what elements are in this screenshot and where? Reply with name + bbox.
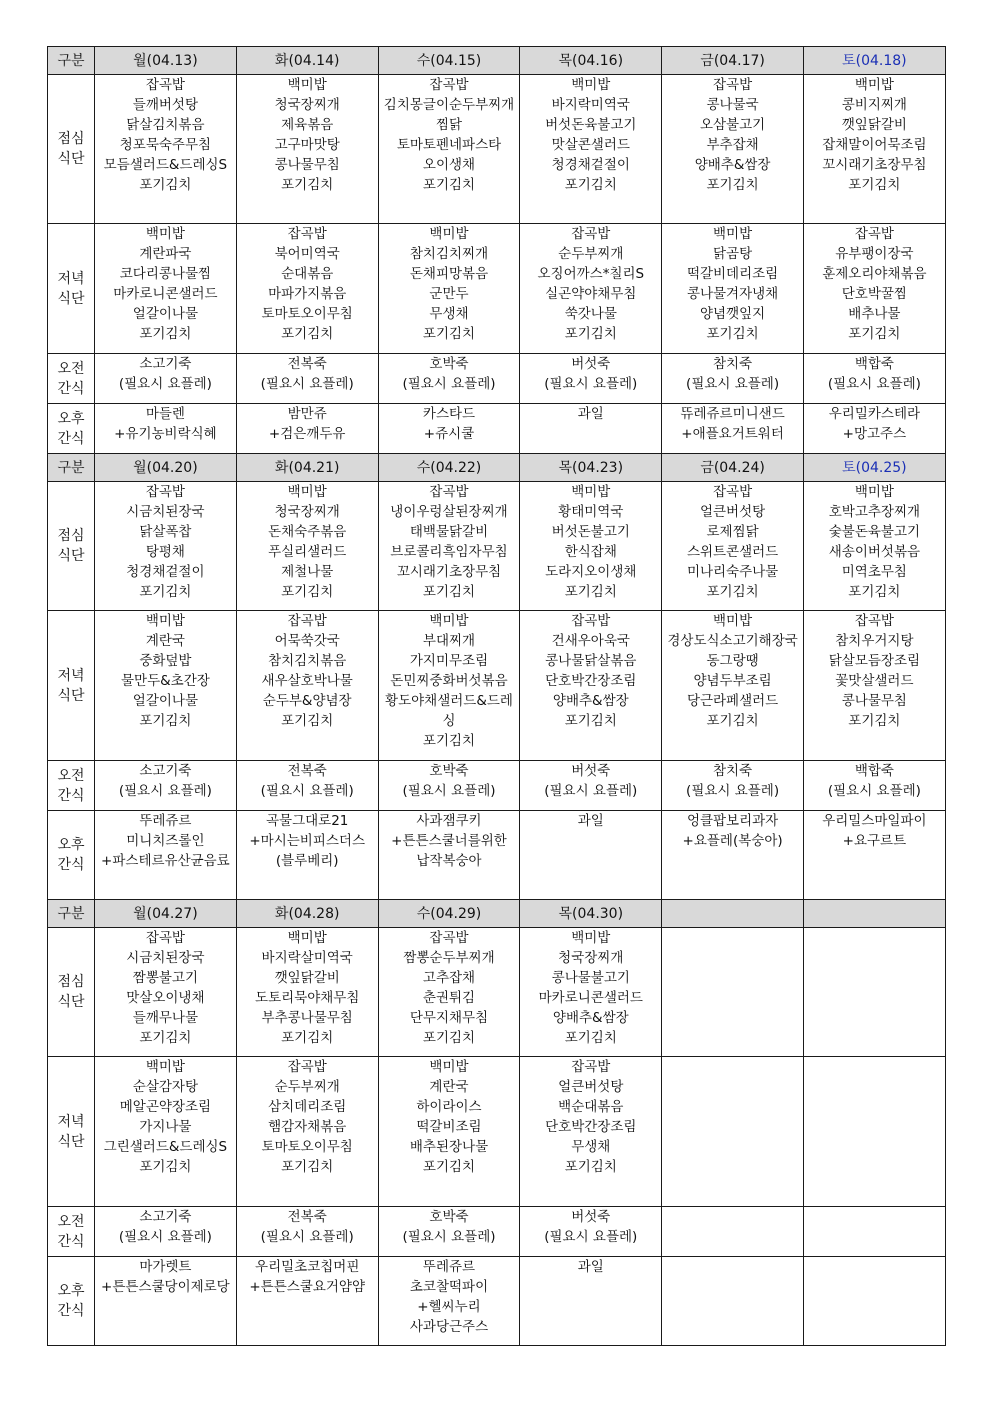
day-header: 목(04.30) [520, 900, 662, 928]
menu-cell: 잡곡밥 얼큰버섯탕 로제찜닭 스위트콘샐러드 미나리숙주나물 포기김치 [662, 482, 804, 611]
menu-cell: 백미밥 닭곰탕 떡갈비데리조림 콩나물겨자냉채 양념깻잎지 포기김치 [662, 224, 804, 354]
menu-cell: 뚜레쥬르 미니치즈롤인 +파스테르유산균음료 [95, 811, 237, 900]
menu-cell: 백미밥 바지락미역국 버섯돈육불고기 맛살콘샐러드 청경채겉절이 포기김치 [520, 75, 662, 224]
menu-cell: 우리밀스마일파이 +요구르트 [803, 811, 945, 900]
header-label: 구분 [48, 900, 95, 928]
row-label: 점심 식단 [48, 928, 95, 1057]
menu-cell: 잡곡밥 얼큰버섯탕 백순대볶음 단호박간장조림 무생채 포기김치 [520, 1057, 662, 1207]
menu-cell: 잡곡밥 들깨버섯탕 닭살김치볶음 청포묵숙주무침 모듬샐러드&드레싱S 포기김치 [95, 75, 237, 224]
dinner-row [48, 1057, 946, 1207]
menu-cell: 참치죽 (필요시 요플레) [662, 761, 804, 811]
day-header: 수(04.22) [378, 454, 520, 482]
menu-cell: 카스타드 +쥬시쿨 [378, 404, 520, 454]
lunch-row [48, 928, 946, 1057]
menu-cell: 호박죽 (필요시 요플레) [378, 354, 520, 404]
afternoon-snack-row [48, 1257, 946, 1346]
menu-cell [803, 1257, 945, 1346]
day-header: 수(04.15) [378, 47, 520, 75]
menu-cell: 잡곡밥 건새우아욱국 콩나물닭살볶음 단호박간장조림 양배추&쌈장 포기김치 [520, 611, 662, 761]
menu-cell: 백미밥 참치김치찌개 돈채피망볶음 군만두 무생채 포기김치 [378, 224, 520, 354]
day-header [662, 900, 804, 928]
menu-cell: 잡곡밥 김치몽글이순두부찌개 찜닭 토마토펜네파스타 오이생채 포기김치 [378, 75, 520, 224]
day-header: 화(04.14) [236, 47, 378, 75]
dinner-row [48, 224, 946, 354]
menu-cell: 잡곡밥 북어미역국 순대볶음 마파가지볶음 토마토오이무침 포기김치 [236, 224, 378, 354]
menu-cell: 잡곡밥 참치우거지탕 닭살모듬장조림 꽃맛살샐러드 콩나물무침 포기김치 [803, 611, 945, 761]
menu-cell: 잡곡밥 시금치된장국 짬뽕불고기 맛살오이냉채 들깨무나물 포기김치 [95, 928, 237, 1057]
day-header: 토(04.25) [803, 454, 945, 482]
row-label: 오후 간식 [48, 404, 95, 454]
menu-cell: 우리밀카스테라 +망고주스 [803, 404, 945, 454]
menu-cell: 소고기죽 (필요시 요플레) [95, 354, 237, 404]
menu-cell: 백미밥 황태미역국 버섯돈불고기 한식잡채 도라지오이생채 포기김치 [520, 482, 662, 611]
day-header: 월(04.20) [95, 454, 237, 482]
row-label: 점심 식단 [48, 482, 95, 611]
menu-cell: 백미밥 바지락살미역국 깻잎닭갈비 도토리묵야채무침 부추콩나물무침 포기김치 [236, 928, 378, 1057]
row-label: 오후 간식 [48, 811, 95, 900]
day-header [803, 900, 945, 928]
menu-cell: 과일 [520, 811, 662, 900]
menu-cell: 잡곡밥 콩나물국 오삼불고기 부추잡채 양배추&쌈장 포기김치 [662, 75, 804, 224]
menu-cell: 잡곡밥 어묵쑥갓국 참치김치볶음 새우살호박나물 순두부&양념장 포기김치 [236, 611, 378, 761]
menu-cell: 호박죽 (필요시 요플레) [378, 1207, 520, 1257]
day-header: 수(04.29) [378, 900, 520, 928]
menu-cell: 백미밥 청국장찌개 돈채숙주볶음 푸실리샐러드 제철나물 포기김치 [236, 482, 378, 611]
week-header-row [48, 454, 946, 482]
header-label: 구분 [48, 454, 95, 482]
menu-cell [662, 928, 804, 1057]
row-label: 오전 간식 [48, 761, 95, 811]
menu-cell: 과일 [520, 1257, 662, 1346]
lunch-row [48, 75, 946, 224]
menu-cell: 백미밥 계란국 중화덮밥 물만두&초간장 얼갈이나물 포기김치 [95, 611, 237, 761]
menu-cell: 백미밥 콩비지찌개 깻잎닭갈비 잡채말이어묵조림 꼬시래기초장무침 포기김치 [803, 75, 945, 224]
menu-cell: 전복죽 (필요시 요플레) [236, 1207, 378, 1257]
menu-cell [662, 1207, 804, 1257]
menu-cell: 잡곡밥 냉이우렁살된장찌개 태백물닭갈비 브로콜리흑임자무침 꼬시래기초장무침 포기김치 [378, 482, 520, 611]
menu-cell [803, 1207, 945, 1257]
dinner-row [48, 611, 946, 761]
menu-cell: 뜌레쥬르미니샌드 +애플요거트워터 [662, 404, 804, 454]
day-header: 월(04.27) [95, 900, 237, 928]
row-label: 오전 간식 [48, 354, 95, 404]
menu-cell: 밤만쥬 +검은깨두유 [236, 404, 378, 454]
row-label: 오전 간식 [48, 1207, 95, 1257]
menu-cell: 백미밥 계란파국 코다리콩나물찜 마카로니콘샐러드 얼갈이나물 포기김치 [95, 224, 237, 354]
menu-cell: 뚜레쥬르 초코찰떡파이 +헬씨누리 사과당근주스 [378, 1257, 520, 1346]
menu-cell: 백합죽 (필요시 요플레) [803, 354, 945, 404]
meal-menu-table [47, 46, 946, 1346]
menu-cell: 참치죽 (필요시 요플레) [662, 354, 804, 404]
menu-cell: 백합죽 (필요시 요플레) [803, 761, 945, 811]
menu-cell: 백미밥 청국장찌개 콩나물불고기 마카로니콘샐러드 양배추&쌈장 포기김치 [520, 928, 662, 1057]
day-header: 월(04.13) [95, 47, 237, 75]
menu-cell: 소고기죽 (필요시 요플레) [95, 761, 237, 811]
menu-cell: 백미밥 계란국 하이라이스 떡갈비조림 배추된장나물 포기김치 [378, 1057, 520, 1207]
menu-cell: 잡곡밥 순두부찌개 오징어까스*칠리S 실곤약야채무침 쑥갓나물 포기김치 [520, 224, 662, 354]
row-label: 점심 식단 [48, 75, 95, 224]
row-label: 저녁 식단 [48, 224, 95, 354]
header-label: 구분 [48, 47, 95, 75]
menu-cell: 백미밥 부대찌개 가지미무조림 돈민찌중화버섯볶음 황도야채샐러드&드레싱 포기김치 [378, 611, 520, 761]
menu-cell: 백미밥 호박고추장찌개 숯불돈육불고기 새송이버섯볶음 미역초무침 포기김치 [803, 482, 945, 611]
lunch-row [48, 482, 946, 611]
menu-cell: 사과잼쿠키 +튼튼스쿨너를위한 납작복숭아 [378, 811, 520, 900]
morning-snack-row [48, 1207, 946, 1257]
week-header-row [48, 900, 946, 928]
row-label: 저녁 식단 [48, 611, 95, 761]
menu-cell [662, 1257, 804, 1346]
menu-cell: 버섯죽 (필요시 요플레) [520, 761, 662, 811]
afternoon-snack-row [48, 811, 946, 900]
menu-cell: 우리밀초코칩머핀 +튼튼스쿨요거얌얌 [236, 1257, 378, 1346]
day-header: 금(04.17) [662, 47, 804, 75]
morning-snack-row [48, 354, 946, 404]
menu-cell: 잡곡밥 순두부찌개 삼치데리조림 햄감자채볶음 토마토오이무침 포기김치 [236, 1057, 378, 1207]
menu-cell [662, 1057, 804, 1207]
menu-cell: 전복죽 (필요시 요플레) [236, 354, 378, 404]
menu-cell: 엉클팝보리과자 +요플레(복숭아) [662, 811, 804, 900]
afternoon-snack-row [48, 404, 946, 454]
menu-cell: 백미밥 청국장찌개 제육볶음 고구마맛탕 콩나물무침 포기김치 [236, 75, 378, 224]
menu-cell: 마들렌 +유기농비락식혜 [95, 404, 237, 454]
day-header: 목(04.16) [520, 47, 662, 75]
menu-cell: 백미밥 순살감자탕 메알곤약장조림 가지나물 그린샐러드&드레싱S 포기김치 [95, 1057, 237, 1207]
morning-snack-row [48, 761, 946, 811]
menu-cell: 잡곡밥 시금치된장국 닭살폭찹 탕평채 청경채겉절이 포기김치 [95, 482, 237, 611]
menu-cell: 잡곡밥 짬뽕순두부찌개 고추잡채 춘권튀김 단무지채무침 포기김치 [378, 928, 520, 1057]
menu-cell: 마가렛트 +튼튼스쿨당이제로당 [95, 1257, 237, 1346]
menu-cell: 버섯죽 (필요시 요플레) [520, 1207, 662, 1257]
day-header: 토(04.18) [803, 47, 945, 75]
day-header: 목(04.23) [520, 454, 662, 482]
day-header: 화(04.28) [236, 900, 378, 928]
menu-cell: 버섯죽 (필요시 요플레) [520, 354, 662, 404]
menu-cell [803, 1057, 945, 1207]
menu-cell: 호박죽 (필요시 요플레) [378, 761, 520, 811]
menu-cell: 백미밥 경상도식소고기해장국 동그랑땡 양념두부조림 당근라페샐러드 포기김치 [662, 611, 804, 761]
menu-cell [803, 928, 945, 1057]
day-header: 금(04.24) [662, 454, 804, 482]
row-label: 오후 간식 [48, 1257, 95, 1346]
menu-cell: 소고기죽 (필요시 요플레) [95, 1207, 237, 1257]
day-header: 화(04.21) [236, 454, 378, 482]
menu-cell: 전복죽 (필요시 요플레) [236, 761, 378, 811]
menu-cell: 곡물그대로21 +마시는비피스더스 (블루베리) [236, 811, 378, 900]
menu-cell: 잡곡밥 유부팽이장국 훈제오리야채볶음 단호박꿀찜 배추나물 포기김치 [803, 224, 945, 354]
week-header-row [48, 47, 946, 75]
menu-cell: 과일 [520, 404, 662, 454]
row-label: 저녁 식단 [48, 1057, 95, 1207]
